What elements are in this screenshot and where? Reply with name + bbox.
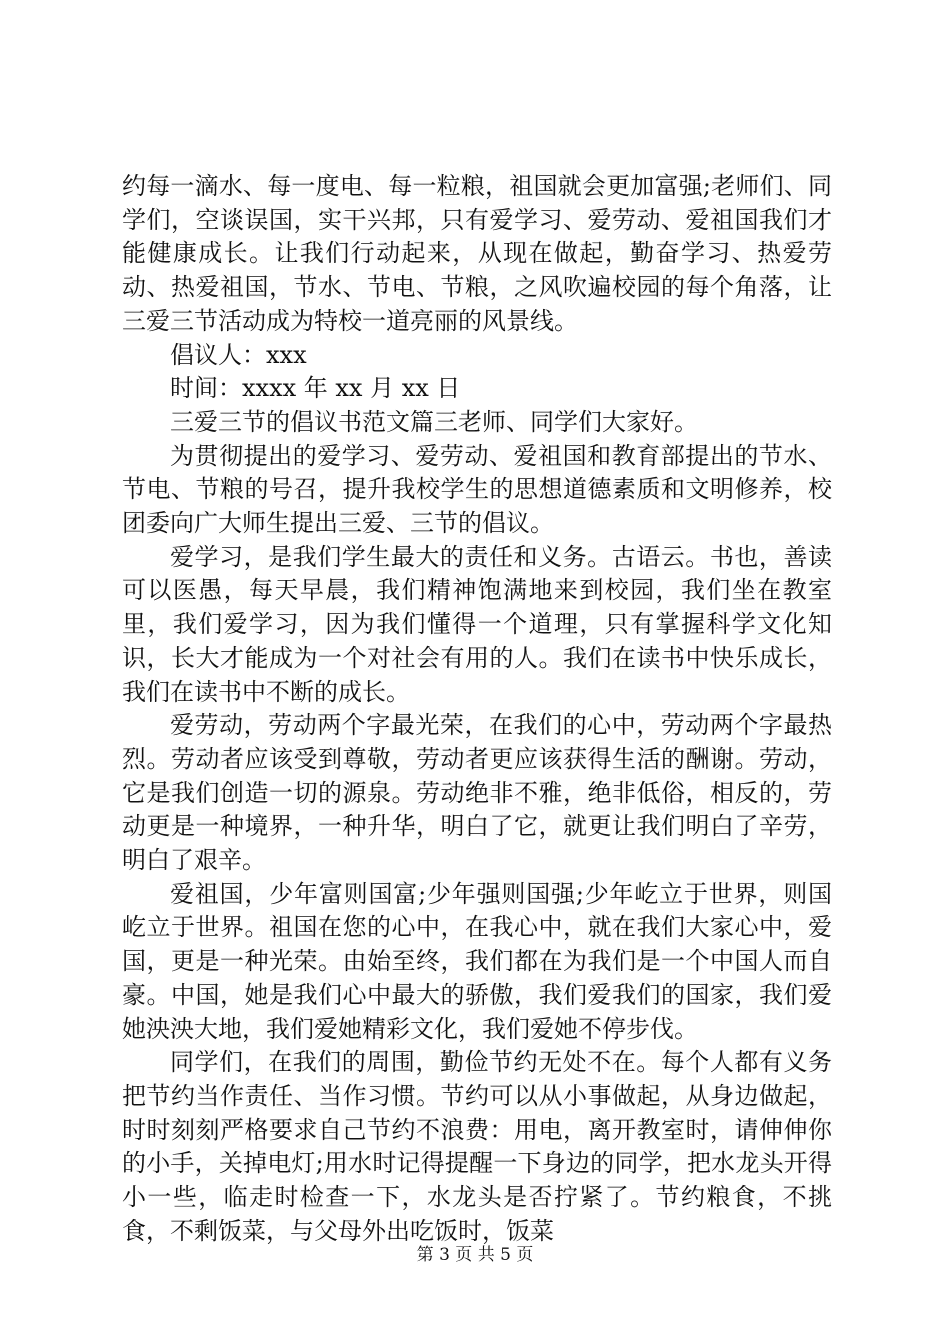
paragraph-love-country: 爱祖国，少年富则国富;少年强则国强;少年屹立于世界，则国屹立于世界。祖国在您的心中，在我心中，就在我们大家心中，爱国，更是一种光荣。由始至终，我们都在为我们是一个中国人而自豪。中国，她是我们心中最大的骄傲，我们爱我们的国家，我们爱她泱泱大地，我们爱她精彩文化，我们爱她不停步伐。 bbox=[122, 879, 832, 1043]
paragraph-intro: 为贯彻提出的爱学习、爱劳动、爱祖国和教育部提出的节水、节电、节粮的号召，提升我校学生的思想道德素质和文明修养，校团委向广大师生提出三爱、三节的倡议。 bbox=[122, 441, 832, 538]
paragraph-section-title: 三爱三节的倡议书范文篇三老师、同学们大家好。 bbox=[170, 407, 698, 436]
paragraph-love-learning: 爱学习，是我们学生最大的责任和义务。古语云。书也，善读可以医愚，每天早晨，我们精神饱满地来到校园，我们坐在教室里，我们爱学习，因为我们懂得一个道理，只有掌握科学文化知识，长大才能成为一个对社会有用的人。我们在读书中快乐成长，我们在读书中不断的成长。 bbox=[122, 542, 832, 706]
document-body bbox=[122, 170, 832, 1249]
page-number: 第 3 页 共 5 页 bbox=[416, 1245, 534, 1265]
paragraph-date: 时间：xxxx 年 xx 月 xx 日 bbox=[170, 374, 461, 403]
page-footer bbox=[0, 1245, 950, 1265]
paragraph-continuation: 约每一滴水、每一度电、每一粒粮，祖国就会更加富强;老师们、同学们，空谈误国，实干兴邦，只有爱学习、爱劳动、爱祖国我们才能健康成长。让我们行动起来，从现在做起，勤奋学习、热爱劳动、热爱祖国，节水、节电、节粮，之风吹遍校园的每个角落，让三爱三节活动成为特校一道亮丽的风景线。 bbox=[122, 172, 832, 335]
paragraph-love-labor: 爱劳动，劳动两个字最光荣，在我们的心中，劳动两个字最热烈。劳动者应该受到尊敬，劳动者更应该获得生活的酬谢。劳动，它是我们创造一切的源泉。劳动绝非不雅，绝非低俗，相反的，劳动更是一种境界，一种升华，明白了它，就更让我们明白了辛劳，明白了艰辛。 bbox=[122, 711, 832, 875]
paragraph-proposer: 倡议人：xxx bbox=[170, 340, 307, 369]
paragraph-thrift: 同学们，在我们的周围，勤俭节约无处不在。每个人都有义务把节约当作责任、当作习惯。节约可以从小事做起，从身边做起，时时刻刻严格要求自己节约不浪费：用电，离开教室时，请伸伸你的小手，关掉电灯;用水时记得提醒一下身边的同学，把水龙头开得小一些，临走时检查一下，水龙头是否拧紧了。节约粮食，不挑食，不剩饭菜，与父母外出吃饭时，饭菜 bbox=[122, 1048, 832, 1245]
